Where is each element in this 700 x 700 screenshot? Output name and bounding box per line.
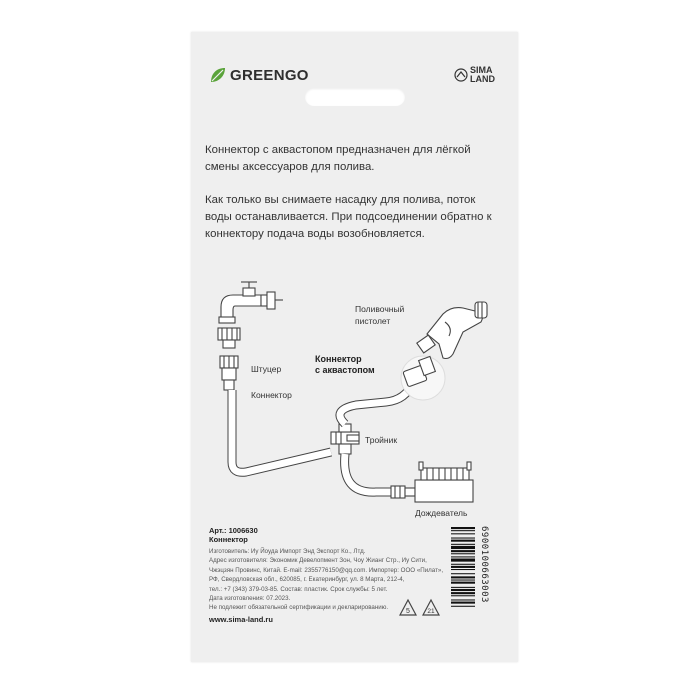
article-number: Арт.: 1006630 <box>209 526 258 535</box>
label-tee: Тройник <box>365 435 398 445</box>
green-leaf-icon <box>209 66 227 84</box>
info-line: Изготовитель: Иу Йоуда Импорт Энд Экспорт Ко., Лтд. <box>209 548 366 555</box>
barcode-bar <box>451 538 475 539</box>
barcode-bar <box>451 546 475 549</box>
info-line: Чжэцзян Провинс, Китай. E-mail: 2355776150@qq.com. Импортер: ООО «Пилат», <box>209 566 444 574</box>
barcode-bar <box>451 530 475 531</box>
barcode-bar <box>451 533 475 534</box>
connector-icon <box>220 356 238 390</box>
barcode-digits: 6900100663003 <box>479 526 489 603</box>
recycle-code-2: 21 <box>427 608 435 615</box>
brand-name: GREENGO <box>230 66 309 84</box>
retailer-logo <box>454 66 496 84</box>
barcode-bar <box>451 550 475 552</box>
barcode-bar <box>451 580 475 581</box>
brand-logo <box>209 66 309 84</box>
recycle-icon <box>421 598 441 618</box>
barcode-bar <box>451 576 475 578</box>
recycle-icon <box>398 598 418 618</box>
barcode-bar <box>451 573 475 574</box>
website: www.sima-land.ru <box>209 614 273 624</box>
info-line: Адрес изготовителя: Экономик Девелопмент Зон, Чоу Жианг Стр., Иу Сити, <box>209 557 427 565</box>
barcode-bar <box>451 527 475 529</box>
connection-diagram <box>191 262 518 532</box>
sima-land-logo-icon <box>454 68 468 82</box>
barcode-bar <box>451 544 475 545</box>
barcode-bar <box>451 592 475 594</box>
info-line: Дата изготовления: 07.2023. <box>209 595 291 603</box>
barcode-bar <box>451 606 475 607</box>
barcode-bar <box>451 540 475 542</box>
hose <box>232 390 331 472</box>
barcode-bar <box>451 589 475 591</box>
packaging-card <box>191 32 518 662</box>
barcode-bar <box>451 599 475 600</box>
description-paragraph-2: Как только вы снимаете насадку для полива, поток воды останавливается. При подсоединении обратно к коннектору подача воды возобновляется. <box>205 194 492 240</box>
info-line: Не подлежит обязательной сертификации и декларированию. <box>209 604 389 612</box>
barcode-bar <box>451 559 475 562</box>
barcode-bar <box>451 582 475 584</box>
tee-icon <box>331 424 359 454</box>
barcode-bar <box>451 564 475 565</box>
label-spray-gun-line1: Поливочный <box>355 304 405 314</box>
aquastop-connector-icon <box>401 356 445 400</box>
description-paragraph-1: Коннектор с аквастопом предназначен для лёгкой смены аксессуаров для полива. <box>205 144 471 173</box>
label-fitting: Штуцер <box>251 364 282 374</box>
product-name: Коннектор <box>209 535 248 544</box>
retailer-name-line2: LAND <box>470 74 495 84</box>
label-connector: Коннектор <box>251 390 292 400</box>
barcode-bar <box>451 556 475 557</box>
barcode-bar <box>451 569 475 570</box>
info-line: тел.: +7 (343) 379-03-85. Состав: пластик. Срок службы: 5 лет. <box>209 585 388 593</box>
sprinkler-icon <box>391 462 473 502</box>
barcode-bar <box>451 602 475 604</box>
faucet-icon <box>219 282 283 323</box>
fitting-icon <box>218 328 240 348</box>
barcode-bar <box>451 595 475 596</box>
spray-gun-icon <box>417 302 487 359</box>
hanger-hole <box>305 88 405 106</box>
barcode-bar <box>451 587 475 588</box>
recycle-code-1: 5 <box>406 608 410 615</box>
label-aquastop-line1: Коннектор <box>315 354 362 364</box>
label-sprinkler: Дождеватель <box>415 508 468 518</box>
barcode-bar <box>451 566 475 568</box>
label-aquastop-line2: с аквастопом <box>315 365 375 375</box>
label-spray-gun-line2: пистолет <box>355 316 391 326</box>
retailer-name-line1: SIMA <box>470 65 493 75</box>
barcode-bar <box>451 553 475 554</box>
info-line: РФ, Свердловская обл., 620085, г. Екатеринбург, ул. 8 Марта, 212-4, <box>209 576 405 584</box>
